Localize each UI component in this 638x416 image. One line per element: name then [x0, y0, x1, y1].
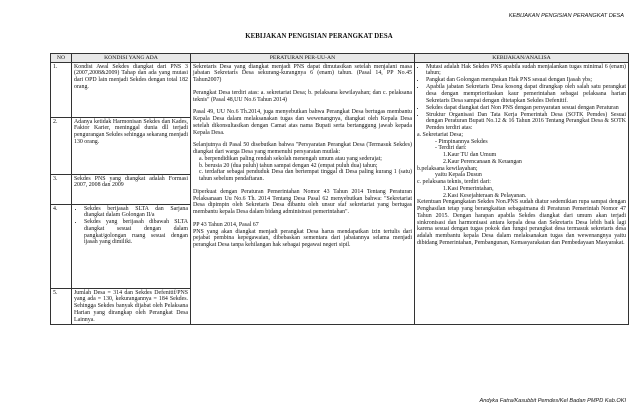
peraturan-paragraph: Sekretaris Desa yang diangkat menjadi PNS dapat dimutasikan setelah menjalani masa jabatan Sekretaris Desa sekurang-kurangnya 6 (enam) tahun. (Pasal 14, PP No.45 Tahun2007) — [193, 63, 412, 83]
row-number: 2. — [51, 117, 72, 174]
sotk-line: yaitu Kepala Dusun — [435, 172, 482, 179]
kondisi-cell: Sekdes PNS yang diangkat adalah Formasi 2007, 2008 dan 2009 — [72, 174, 191, 204]
peraturan-cell — [191, 62, 415, 325]
persyaratan-item: a. berpendidikan paling rendah sekolah menengah umum atau yang sederajat; — [199, 155, 382, 162]
sotk-line: 1.Kasi Pemerintahan, — [443, 185, 494, 192]
col-header-no: NO — [51, 54, 72, 63]
peraturan-paragraph: PNS yang akan diangkat menjadi perangkat Desa harus mendapatkan izin tertulis dari pejabat pembina kepegawaian, dibebaskan sementara dari jabatannya selama menjadi perangkat Desa tanpa kehilangan hak sebagai pegawai negeri sipil. — [193, 228, 412, 248]
row-number: 3. — [51, 174, 72, 204]
kondisi-cell: Kondisi Awal Sekdes diangkat dari PNS 3 (2007,2008&2009) Tahap dan ada yang mutasi dari OPD lain menjadi Sekdes dengan total 182 orang. — [72, 62, 191, 117]
col-header-kebijakan: KEBIJAKAN/ANALISA — [415, 54, 629, 63]
kebijakan-cell — [415, 62, 629, 325]
sotk-line: b.pelaksana kewilayahan; — [417, 165, 478, 172]
kebijakan-item: • Apabila jabatan Sekretaris Desa kosong dapat dirangkap oleh salah satu perangkat desa dengan memprioritaskan kaur pemerintahan sebagai pelaksana harian Sekretaris Desa sampai dengan ditetapkan Sekdes Defenitif. — [426, 84, 626, 104]
kebijakan-list — [417, 64, 626, 132]
kondisi-cell — [72, 204, 191, 288]
kebijakan-item: • Mutasi adalah Hak Sekdes PNS apabila sudah menjalankan tugas minimal 6 (enam) tahun; — [426, 64, 626, 78]
sotk-line: 2.Kasi Kesejahteraan & Pelayanan. — [443, 192, 527, 199]
kebijakan-item: • Sekdes dapat diangkat dari Non PNS dengan persyaratan sesuai dengan Peraturan — [426, 105, 626, 112]
col-header-kondisi: KONDISI YANG ADA — [72, 54, 191, 63]
sotk-line: - Pimpinannya Sekdes — [435, 138, 488, 145]
peraturan-paragraph: PP 43 Tahun 2014, Pasal 67 — [193, 221, 259, 228]
peraturan-paragraph: Pasal 49, UU No.6 Th.2014, juga menyebutkan bahwa Perangkat Desa bertugas membantu Kepala Desa dalam melaksanakan tugas dan wewenangnya, diangkat oleh Kepala Desa setelah dikonsultasikan dengan Camat atas nama Bupati serta bertanggung jawab kepada Kepala Desa. — [193, 109, 412, 136]
sotk-line: - Terdiri dari: — [435, 145, 467, 152]
policy-table — [50, 53, 629, 325]
sotk-line: a. Sekretariat Desa; — [417, 131, 463, 138]
peraturan-paragraph: Selanjutnya di Pasal 50 disebutkan bahwa "Persyaratan Perangkat Desa (Termasuk Sekdes) diangkat dari warga Desa yang memenuhi persyaratan mutlak: — [193, 142, 412, 155]
ketentuan-paragraph: Ketentuan Pengangkatan Sekdes Non.PNS sudah diatur sedemikian rupa sampai dengan Penghasilan tetap yang berangkaitan sebagaimana di Peraturan Pemerintah Nomor 47 Tahun 2015. Dengan harapan apabila Sekdes diangkat dari umum akan terjadi sinkronisasi dan harmonisasi antara kepala desa dan Sekretaris Desa lebih baik lagi karena sesuai dengan tugas pokok dan fungsi perangkat desa termasuk sekretaris desa adalah membantu kepala Desa dalam melaksanakan tugas dan wewenangnya yaitu dibidang Pemerintahan, Pembangunan, Kemasyarakatan dan Pembedayaan Masyarakat. — [417, 199, 626, 246]
footer-credit: Andyka Fatra/Kasubbit Pemdes/Kel Badan PMPD Kab.OKI — [479, 398, 626, 404]
document-title: KEBIJAKAN PENGISIAN PERANGKAT DESA — [245, 33, 393, 40]
persyaratan-item: c. terdaftar sebagai penduduk Desa dan bertempat tinggal di Desa paling kurang 1 (satu) tahun sebelum pendaftaran. — [199, 169, 412, 182]
table-header-row — [51, 54, 629, 63]
sotk-line: c. pelaksana teknis, terdiri dari: — [417, 179, 491, 186]
row-number: 4. — [51, 204, 72, 288]
kondisi-cell: Jumlah Desa = 314 dan Sekdes Defenitif/PNS yang ada = 130, kekurangannya = 184 Sekdes. Sehingga Sekdes banyak dijabat oleh Pelaksana Harian yang dirangkap oleh Perangkat Desa Lainnya. — [72, 288, 191, 325]
running-header: KEBIJAKAN PENGISIAN PERANGKAT DESA — [508, 13, 624, 19]
sotk-line: 1.Kaur TU dan Umum — [443, 152, 497, 159]
row-number: 1. — [51, 62, 72, 117]
kondisi-list — [74, 206, 188, 247]
kebijakan-item: • Struktur Organisasi Dan Tata Kerja Pemerintah Desa (SOTK Pemdes) Sesuai dengan Peraturan Bupati No.12 & 16 Tahun 2016 Tentang Perangkat Desa & SOTK Pemdes terdiri atas: — [426, 112, 626, 132]
kebijakan-item: • Pangkat dan Golongan merupakan Hak PNS sesuai dengan Ijasah ybs; — [426, 77, 626, 84]
sotk-line: 2.Kaur Perencanaan & Keuangan — [443, 158, 522, 165]
peraturan-paragraph: Diperkuat dengan Peraturan Pemerintahan Nomor 43 Tahun 2014 Tentang Peraturan Pelaksanaan Uu No.6 Th. 2014 Tentang Desa Pasal 62 menyebutkan bahwa: "Sekretariat Desa dipimpin oleh Sekretaris Desa dibantu oleh unsur staf sekretariat yang bertugas membantu kepala Desa dalam bidang administrasi pemerintahan". — [193, 188, 412, 215]
table-row — [51, 62, 629, 117]
persyaratan-item: b. berusia 20 (dua puluh) tahun sampai dengan 42 (empat puluh dua) tahun; — [199, 162, 378, 169]
kondisi-cell: Adanya ketidak Harmonisan Sekdes dan Kades, Faktor Karier, meninggal dunia dll terjadi pengurangan Sekdes sehingga sekarang menjadi 130 orang. — [72, 117, 191, 174]
kondisi-item: • Sekdes yang berijasah dibawah SLTA diangkat sesuai dengan dalam pangkat/golongan ruang sesuai dengan ijasah yang dimiliki. — [84, 219, 188, 246]
kondisi-item: • Sekdes berijasah SLTA dan Sarjana diangkat dalam Golongan II/a — [84, 206, 188, 220]
peraturan-paragraph: Perangkat Desa terdiri atas: a. sekretariat Desa; b. pelaksana kewilayahan; dan c. pelaksana teknis" (Pasal 48,UU No.6 Tahun 2014) — [193, 89, 412, 103]
row-number: 5. — [51, 288, 72, 325]
col-header-peraturan: PERATURAN PER-UU-AN — [191, 54, 415, 63]
